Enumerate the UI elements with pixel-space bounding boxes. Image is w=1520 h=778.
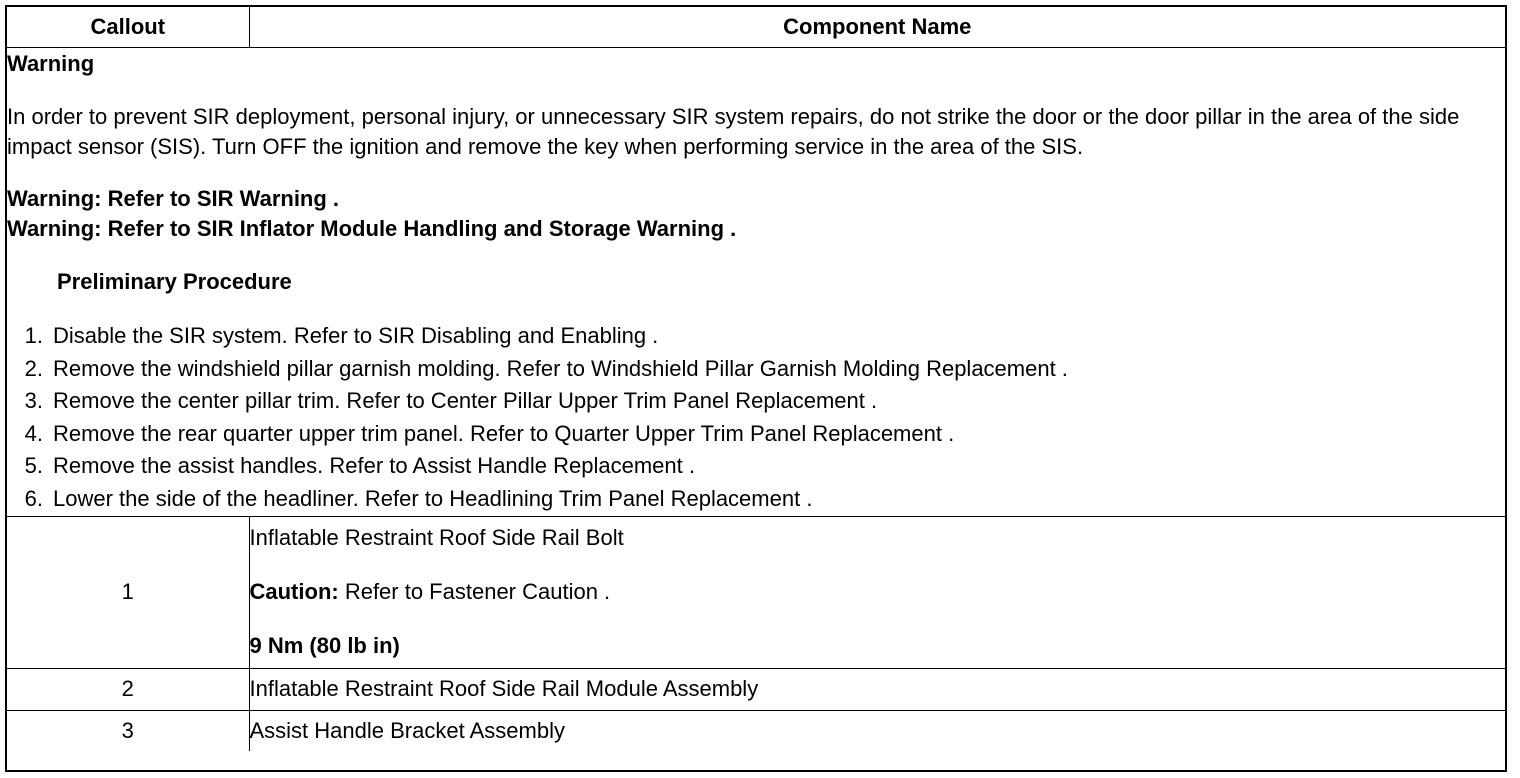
step-number: 2. [24, 355, 43, 381]
step-number: 6. [24, 485, 43, 511]
step-number: 4. [24, 420, 43, 446]
component-table [7, 7, 1505, 751]
callout-number: 3 [7, 710, 249, 751]
step-text: Remove the assist handles. Refer to Assist Handle Replacement . [53, 453, 695, 479]
preliminary-row [7, 48, 1505, 517]
step-text: Remove the windshield pillar garnish molding. Refer to Windshield Pillar Garnish Molding Replacement . [53, 355, 1068, 381]
component-name: Assist Handle Bracket Assembly [249, 710, 1505, 751]
step-number: 1. [24, 323, 43, 348]
component-name-column-header: Component Name [249, 7, 1505, 48]
table-row [7, 516, 1505, 668]
step-item [7, 450, 1505, 483]
caution-label: Caution: [249, 579, 339, 605]
caution-text: Refer to Fastener Caution . [338, 579, 611, 605]
step-item [7, 483, 1505, 516]
step-text: Remove the rear quarter upper trim panel. Refer to Quarter Upper Trim Panel Replacement . [53, 420, 955, 446]
component-name: Inflatable Restraint Roof Side Rail Bolt [249, 525, 624, 551]
procedure-title: Preliminary Procedure [57, 269, 292, 294]
table-row [7, 710, 1505, 751]
component-cell [249, 516, 1505, 668]
table-header-row [7, 7, 1505, 48]
warning-text: In order to prevent SIR deployment, personal injury, or unnecessary SIR system repairs, do not strike the door or the door pillar in the area of the side impact sensor (SIS). Turn OFF the ignition and remove the key when performing service in the area of the SIS. [7, 104, 1460, 159]
step-item [7, 385, 1505, 418]
step-item [7, 353, 1505, 386]
caution-line [250, 576, 1506, 608]
step-text: Remove the center pillar trim. Refer to Center Pillar Upper Trim Panel Replacement . [53, 388, 878, 414]
step-number: 5. [24, 453, 43, 479]
procedure-steps [7, 320, 1505, 516]
step-text: Disable the SIR system. Refer to SIR Disabling and Enabling . [53, 323, 659, 348]
warning-ref-inflator: Warning: Refer to SIR Inflator Module Handling and Storage Warning . [7, 216, 737, 241]
warning-title: Warning [7, 51, 95, 76]
step-item [7, 418, 1505, 451]
callout-number: 2 [7, 668, 249, 710]
torque-spec: 9 Nm (80 lb in) [249, 633, 400, 659]
step-number: 3. [24, 388, 43, 414]
step-item [7, 320, 1505, 353]
callout-number: 1 [7, 516, 249, 668]
step-text: Lower the side of the headliner. Refer to Headlining Trim Panel Replacement . [53, 485, 813, 511]
procedure-sheet [5, 5, 1507, 772]
preliminary-cell [7, 48, 1505, 517]
component-name: Inflatable Restraint Roof Side Rail Module Assembly [249, 668, 1505, 710]
table-row [7, 668, 1505, 710]
callout-column-header: Callout [7, 7, 249, 48]
warning-ref-sir: Warning: Refer to SIR Warning . [7, 186, 340, 211]
